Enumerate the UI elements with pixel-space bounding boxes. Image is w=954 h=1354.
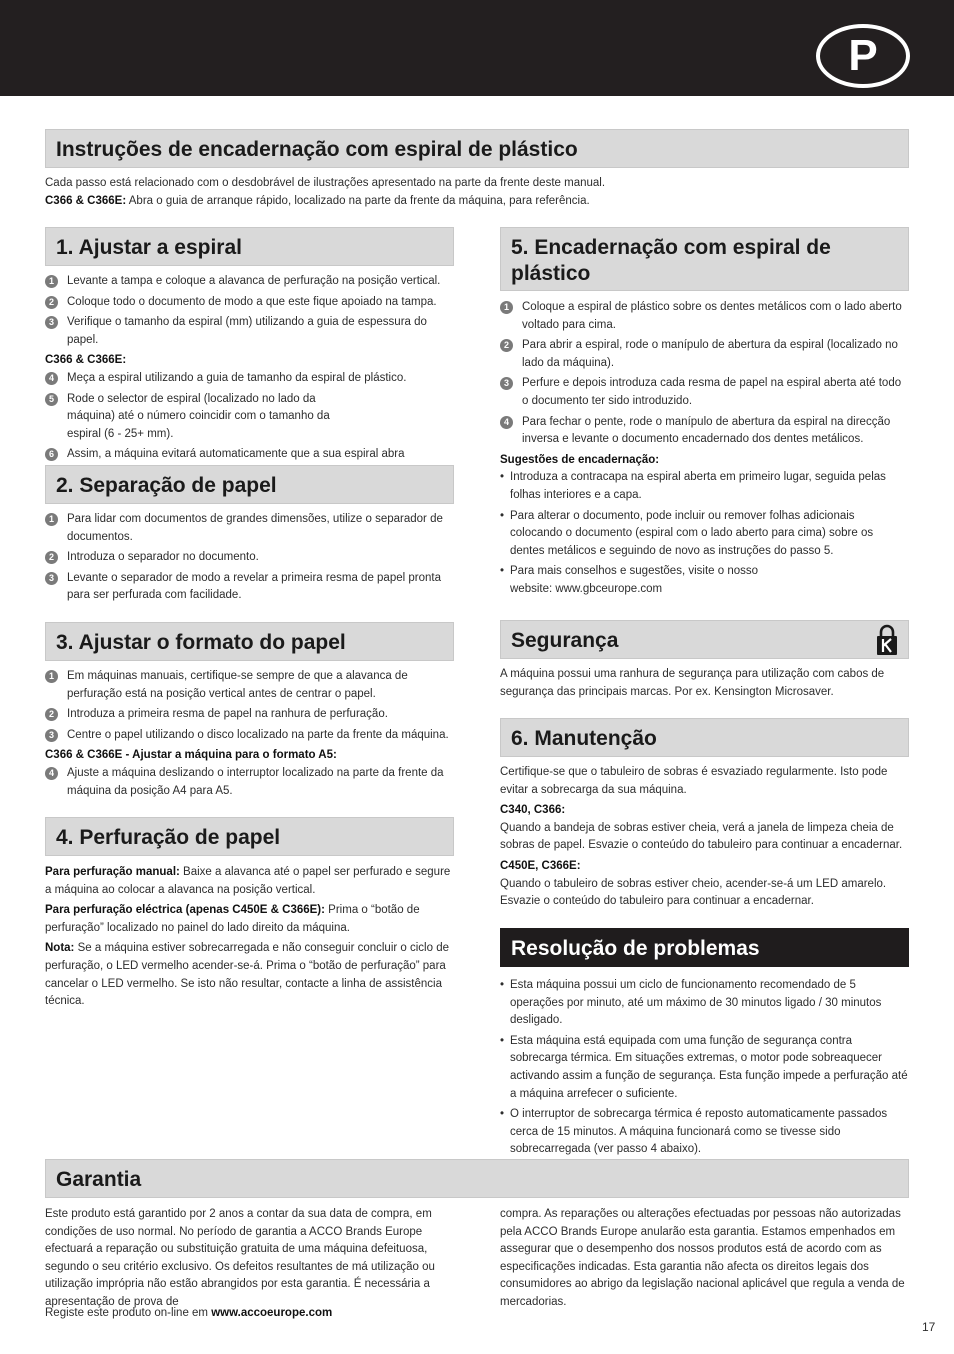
warranty-title: Garantia [56, 1168, 142, 1191]
step-text: Ajuste a máquina deslizando o interruptor localizado na parte da frente da máquina da posição A4 para A5. [67, 766, 444, 797]
subheading: Sugestões de encadernação: [500, 453, 660, 466]
section-5-body [500, 299, 909, 602]
section-5-title: 5. Encadernação com espiral de plástico [511, 236, 831, 285]
bullet-icon: • [500, 471, 505, 484]
intro-text [45, 175, 909, 210]
subheading: C340, C366: [500, 804, 566, 817]
step-text: Centre o papel utilizando o disco localizado na parte da frente da máquina. [67, 728, 449, 741]
bullet-icon: • [500, 1034, 505, 1047]
intro-line1: Cada passo está relacionado com o desdobrável de ilustrações apresentado na parte da frente deste manual. [45, 177, 606, 189]
list-item [500, 1033, 909, 1103]
step-number: 4 [45, 767, 58, 780]
step-text: Verifique o tamanho da espiral (mm) utilizando a guia de espessura do papel. [67, 316, 427, 346]
security-title: Segurança [511, 629, 619, 652]
bullet-text: Introduza a contracapa na espiral aberta em primeiro lugar, seguida pelas folhas interiores e a capa. [510, 471, 886, 501]
bullet-text: O interruptor de sobrecarga térmica é reposto automaticamente passados cerca de 15 minutos. A máquina funcionará como se tivesse sido sobrecarregada (ver passo 4 abaixo). [510, 1108, 888, 1156]
list-item [500, 414, 909, 449]
step-number: 2 [45, 708, 58, 721]
subheading: C450E, C366E: [500, 859, 581, 872]
paragraph-text: Se a máquina estiver sobrecarregada e não conseguir concluir o ciclo de perfuração, o LED vermelho acender-se-á. Prima o “botão de perfuração” para cancelar o LED vermelho. Se isto não resultar, contacte a linha de assistência técnica. [45, 942, 449, 1008]
step-number: 4 [45, 372, 58, 385]
section-2-body [45, 511, 454, 608]
paragraph-bold: Para perfuração eléctrica (apenas C450E & C366E): [45, 904, 325, 917]
list-item [500, 977, 909, 1030]
section-2-title: 2. Separação de papel [56, 474, 277, 497]
section-1-title: 1. Ajustar a espiral [56, 236, 242, 259]
step-text: Para fechar o pente, rode o manípulo de abertura da espiral na direcção inversa e levante o documento encadernado dos dentes metálicos. [522, 415, 891, 446]
subheading: C366 & C366E - Ajustar a máquina para o formato A5: [45, 749, 337, 762]
section-4-body [45, 864, 457, 1011]
step-number: 1 [45, 513, 58, 526]
step-text: Para abrir a espiral, rode o manípulo de abertura da espiral (localizado no lado da máquina). [522, 339, 898, 369]
step-text: Levante o separador de modo a revelar a primeira resma de papel pronta para ser perfurada com facilidade. [67, 571, 441, 602]
subheading: C366 & C366E: [45, 354, 127, 367]
step-text: Assim, a máquina evitará automaticamente que a sua espiral abra [67, 448, 405, 461]
step-number: 6 [45, 448, 58, 461]
security-body [500, 666, 909, 701]
warranty-text-right: compra. As reparações ou alterações efectuadas por pessoas não autorizadas pela ACCO Brands Europe anularão esta garantia. Estamos empenhados em assegurar que o desempenho dos nossos produtos está de acordo com as especificações indicadas. Esta garantia não afecta os direitos legais dos consumidores ao abrigo da legislação nacional aplicável que regula a venda de mercadorias. [500, 1208, 905, 1308]
intro-heading [45, 129, 909, 168]
list-item [45, 294, 454, 312]
security-text: A máquina possui uma ranhura de segurança para utilização com cabos de segurança das principais marcas. Por ex. Kensington Microsaver. [500, 668, 885, 698]
bullet-text: Para mais conselhos e sugestões, visite o nosso website: www.gbceurope.com [510, 565, 759, 595]
section-6-body [500, 764, 909, 911]
list-item [45, 273, 454, 291]
troubleshooting-body [500, 977, 909, 1162]
page-number: 17 [922, 1320, 936, 1334]
step-text: Coloque todo o documento de modo a que este fique apoiado na tampa. [67, 295, 437, 308]
step-number: 1 [45, 275, 58, 288]
intro-line2 [45, 193, 909, 211]
section-2-heading [45, 465, 454, 504]
paragraph: Quando a bandeja de sobras estiver cheia, verá a janela de limpeza cheia de sobras de papel. Esvazie o conteúdo do tabuleiro para continuar a encadernar. [500, 821, 903, 852]
list-item [45, 668, 454, 703]
bullet-icon: • [500, 979, 505, 991]
step-number: 2 [500, 339, 513, 352]
kensington-lock-icon [875, 624, 899, 656]
list-item [500, 469, 909, 504]
list-item [45, 765, 454, 800]
section-3-body [45, 668, 454, 803]
paragraph-bold: Nota: [45, 942, 75, 955]
list-item [45, 391, 454, 444]
top-banner [0, 0, 954, 96]
list-item [500, 299, 909, 334]
step-number: 2 [45, 296, 58, 309]
step-text: Perfure e depois introduza cada resma de papel na espiral aberta até todo o documento ter sido introduzido. [522, 377, 902, 407]
step-text: Introduza o separador no documento. [67, 551, 259, 564]
list-item [45, 727, 454, 745]
step-number: 1 [45, 670, 58, 683]
security-heading [500, 620, 909, 659]
bullet-icon: • [500, 1108, 505, 1121]
intro-title: Instruções de encadernação com espiral de plástico [56, 138, 578, 161]
step-text: Coloque a espiral de plástico sobre os dentes metálicos com o lado aberto voltado para cima. [522, 301, 902, 331]
list-item [45, 549, 454, 567]
section-6-heading [500, 718, 909, 757]
step-number: 4 [500, 416, 513, 429]
step-text: Para lidar com documentos de grandes dimensões, utilize o separador de documentos. [67, 513, 443, 543]
warranty-right [500, 1206, 909, 1312]
section-1-heading [45, 227, 454, 266]
section-4-title: 4. Perfuração de papel [56, 826, 281, 849]
step-number: 1 [500, 301, 513, 314]
step-text: Em máquinas manuais, certifique-se sempre de que a alavanca de perfuração está na posição vertical antes de centrar o papel. [67, 670, 408, 700]
warranty-left [45, 1206, 450, 1312]
list-item [500, 375, 909, 410]
list-item [45, 370, 454, 388]
paragraph: Quando o tabuleiro de sobras estiver cheio, acender-se-á um LED amarelo. Esvazie o conteúdo do tabuleiro para continuar a encadernar. [500, 877, 887, 908]
list-item [45, 570, 454, 605]
step-number: 5 [45, 393, 58, 406]
warranty-text-left: Este produto está garantido por 2 anos a contar da sua data de compra, em condições de uso normal. No período de garantia a ACCO Brands Europe efectuará a reparação ou substituição gratuita de uma máquina defeituosa, segundo o seu critério exclusivo. Os defeitos resultantes de má utilização ou utilização imprópria não estão abrangidos por esta garantia. É necessária a apresentação de prova de [45, 1208, 435, 1308]
step-number: 2 [45, 551, 58, 564]
language-badge: P [816, 24, 910, 88]
list-item [500, 337, 909, 372]
step-number: 3 [45, 572, 58, 585]
section-4-heading [45, 817, 454, 856]
paragraph [45, 864, 457, 899]
paragraph-bold: Para perfuração manual: [45, 866, 180, 878]
list-item [45, 314, 454, 349]
list-item [500, 563, 909, 598]
step-text: Rode o selector de espiral (localizado no lado da máquina) até o número coincidir com o tamanho da espiral (6 - 25+ mm). [67, 392, 330, 440]
register-text: Registe este produto on-line em [45, 1307, 212, 1319]
intro-line2-bold: C366 & C366E: [45, 194, 127, 207]
section-1-body [45, 273, 454, 485]
register-link[interactable]: www.accoeurope.com [211, 1307, 333, 1319]
bullet-icon: • [500, 509, 505, 522]
paragraph: Certifique-se que o tabuleiro de sobras é esvaziado regularmente. Isto pode evitar a sobrecarga da sua máquina. [500, 766, 888, 796]
section-6-title: 6. Manutenção [511, 727, 657, 750]
bullet-text: Esta máquina possui um ciclo de funcionamento recomendado de 5 operações por minuto, até um máximo de 30 minutos ligado / 30 minutos desligado. [510, 979, 882, 1027]
paragraph-text: Baixe a alavanca até o papel ser perfurado e segure a máquina ao colocar a alavanca na posição vertical. [45, 866, 451, 896]
register-line [45, 1305, 454, 1323]
list-item [500, 508, 909, 561]
step-number: 3 [45, 316, 58, 329]
section-3-title: 3. Ajustar o formato do papel [56, 631, 346, 654]
section-3-heading [45, 622, 454, 661]
step-number: 3 [45, 729, 58, 742]
bullet-text: Esta máquina está equipada com uma função de segurança contra sobrecarga térmica. Em situações extremas, o motor pode sobreaquecer activando assim a função de segurança. Esta função impede a perfuração até a máquina arrefecer o suficiente. [510, 1034, 908, 1100]
list-item [500, 1106, 909, 1159]
warranty-heading [45, 1159, 909, 1198]
troubleshooting-heading [500, 928, 909, 967]
paragraph [45, 902, 457, 937]
list-item [45, 706, 454, 724]
step-text: Meça a espiral utilizando a guia de tamanho da espiral de plástico. [67, 371, 407, 384]
step-number: 3 [500, 377, 513, 390]
list-item [45, 511, 454, 546]
step-text: Introduza a primeira resma de papel na ranhura de perfuração. [67, 708, 388, 721]
bullet-text: Para alterar o documento, pode incluir ou remover folhas adicionais colocando o documento (espiral com o lado aberto para cima) sobre os dentes metálicos e seguindo de novo as instruções do passo 5. [510, 509, 874, 557]
troubleshooting-title: Resolução de problemas [511, 937, 760, 960]
paragraph [45, 940, 457, 1010]
section-5-heading [500, 227, 909, 291]
paragraph-text: Prima o “botão de perfuração” localizado no painel do lado direito da máquina. [45, 904, 420, 934]
step-text: Levante a tampa e coloque a alavanca de perfuração na posição vertical. [67, 275, 441, 287]
intro-line2-text: Abra o guia de arranque rápido, localizado na parte da frente da máquina, para referência. [126, 194, 590, 207]
bullet-icon: • [500, 565, 505, 578]
